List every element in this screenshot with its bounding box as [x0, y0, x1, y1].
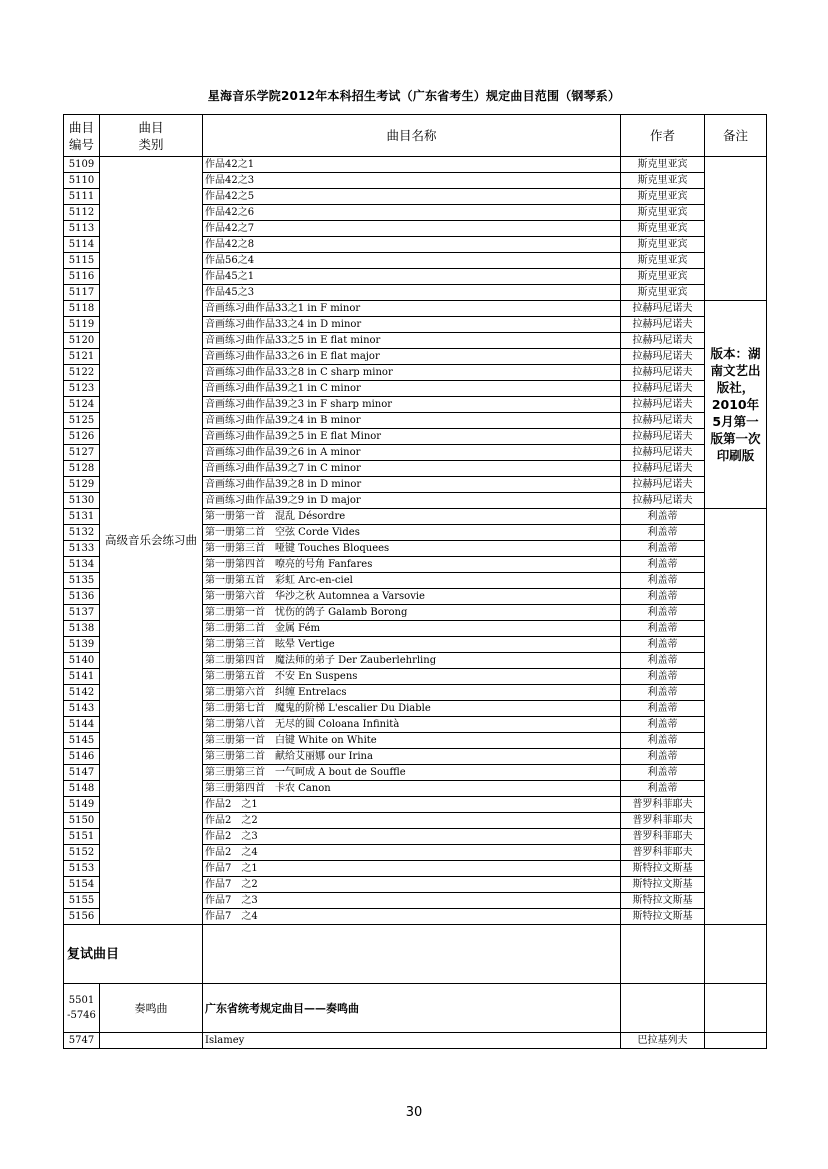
piece-name: 第三册第四首 卡农 Canon: [203, 781, 621, 797]
piece-author: 拉赫玛尼诺夫: [621, 349, 705, 365]
header-note: 备注: [705, 115, 767, 157]
piece-name: 作品42之8: [203, 237, 621, 253]
retest-category: 奏鸣曲: [100, 984, 203, 1033]
piece-author: 斯克里亚宾: [621, 173, 705, 189]
piece-number: 5128: [64, 461, 100, 477]
empty-cell: [203, 925, 621, 984]
piece-author: 斯特拉文斯基: [621, 861, 705, 877]
piece-author: 斯特拉文斯基: [621, 909, 705, 925]
piece-name: 作品2 之1: [203, 797, 621, 813]
piece-author: 拉赫玛尼诺夫: [621, 365, 705, 381]
header-num: 曲目 编号: [64, 115, 100, 157]
piece-name: 作品42之1: [203, 157, 621, 173]
piece-author: 利盖蒂: [621, 701, 705, 717]
piece-name: 第二册第三首 眩晕 Vertige: [203, 637, 621, 653]
piece-name: 第二册第五首 不安 En Suspens: [203, 669, 621, 685]
piece-author: 斯特拉文斯基: [621, 893, 705, 909]
piece-name: 音画练习曲作品39之3 in F sharp minor: [203, 397, 621, 413]
piece-number: 5156: [64, 909, 100, 925]
empty-cell: [621, 925, 705, 984]
piece-author: 斯克里亚宾: [621, 189, 705, 205]
piece-name: 第一册第四首 嘹亮的号角 Fanfares: [203, 557, 621, 573]
piece-name: 第二册第七首 魔鬼的阶梯 L'escalier Du Diable: [203, 701, 621, 717]
piece-author: 利盖蒂: [621, 749, 705, 765]
piece-name: 第一册第六首 华沙之秋 Automnea a Varsovie: [203, 589, 621, 605]
piece-name: 第一册第五首 彩虹 Arc-en-ciel: [203, 573, 621, 589]
piece-author: 利盖蒂: [621, 605, 705, 621]
note-cell-empty: [705, 1033, 767, 1049]
piece-number: 5130: [64, 493, 100, 509]
piece-author: 斯克里亚宾: [621, 253, 705, 269]
page-number: 30: [405, 1105, 423, 1120]
edition-note: 版本：湖南文艺出版社，2010年5月第一版第一次印刷版: [705, 301, 767, 509]
piece-number: 5137: [64, 605, 100, 621]
piece-name: 作品7 之4: [203, 909, 621, 925]
piece-number: 5142: [64, 685, 100, 701]
piece-name: 音画练习曲作品39之7 in C minor: [203, 461, 621, 477]
piece-name: 音画练习曲作品33之5 in E flat minor: [203, 333, 621, 349]
piece-name: 第二册第六首 纠缠 Entrelacs: [203, 685, 621, 701]
piece-number: 5112: [64, 205, 100, 221]
piece-name: 音画练习曲作品33之4 in D minor: [203, 317, 621, 333]
piece-number: 5109: [64, 157, 100, 173]
piece-author: 利盖蒂: [621, 509, 705, 525]
piece-author: 利盖蒂: [621, 573, 705, 589]
piece-number: 5115: [64, 253, 100, 269]
piece-number: 5120: [64, 333, 100, 349]
piece-number: 5147: [64, 765, 100, 781]
piece-name: 第一册第二首 空弦 Corde Vides: [203, 525, 621, 541]
piece-author: 利盖蒂: [621, 781, 705, 797]
piece-number: 5110: [64, 173, 100, 189]
piece-author: 利盖蒂: [621, 653, 705, 669]
piece-name: 音画练习曲作品33之1 in F minor: [203, 301, 621, 317]
piece-number: 5151: [64, 829, 100, 845]
piece-author: 利盖蒂: [621, 733, 705, 749]
piece-number: 5141: [64, 669, 100, 685]
piece-number: 5114: [64, 237, 100, 253]
piece-author: 斯克里亚宾: [621, 157, 705, 173]
retest-label: 复试曲目: [64, 925, 203, 984]
piece-author: 巴拉基列夫: [621, 1033, 705, 1049]
piece-number: 5132: [64, 525, 100, 541]
piece-number: 5119: [64, 317, 100, 333]
piece-number: 5125: [64, 413, 100, 429]
piece-number: 5129: [64, 477, 100, 493]
piece-number: 5155: [64, 893, 100, 909]
piece-number: 5154: [64, 877, 100, 893]
header-name: 曲目名称: [203, 115, 621, 157]
piece-name: 第二册第一首 忧伤的鸽子 Galamb Borong: [203, 605, 621, 621]
piece-number: 5146: [64, 749, 100, 765]
table-header-row: [64, 115, 767, 157]
note-cell-empty: [705, 157, 767, 301]
piece-number: 5113: [64, 221, 100, 237]
piece-author: 利盖蒂: [621, 685, 705, 701]
piece-number: 5121: [64, 349, 100, 365]
piece-number: 5136: [64, 589, 100, 605]
piece-number: 5122: [64, 365, 100, 381]
piece-author: 利盖蒂: [621, 717, 705, 733]
piece-author: 利盖蒂: [621, 525, 705, 541]
piece-number: 5747: [64, 1033, 100, 1049]
piece-author: 利盖蒂: [621, 765, 705, 781]
piece-name: 音画练习曲作品33之6 in E flat major: [203, 349, 621, 365]
piece-author: 普罗科菲耶夫: [621, 797, 705, 813]
piece-author: 拉赫玛尼诺夫: [621, 461, 705, 477]
piece-author: 斯克里亚宾: [621, 285, 705, 301]
piece-name: 第一册第三首 哑键 Touches Bloquees: [203, 541, 621, 557]
piece-number: 5133: [64, 541, 100, 557]
piece-number: 5123: [64, 381, 100, 397]
piece-author: 利盖蒂: [621, 541, 705, 557]
piece-author: 普罗科菲耶夫: [621, 829, 705, 845]
piece-name: 作品56之4: [203, 253, 621, 269]
piece-author: 拉赫玛尼诺夫: [621, 477, 705, 493]
piece-name: 第一册第一首 混乱 Désordre: [203, 509, 621, 525]
piece-number: 5153: [64, 861, 100, 877]
piece-name: 音画练习曲作品39之4 in B minor: [203, 413, 621, 429]
piece-author: 利盖蒂: [621, 637, 705, 653]
piece-author: 利盖蒂: [621, 621, 705, 637]
piece-author: 拉赫玛尼诺夫: [621, 333, 705, 349]
piece-name: 作品7 之2: [203, 877, 621, 893]
piece-name: 作品2 之2: [203, 813, 621, 829]
piece-author: 拉赫玛尼诺夫: [621, 381, 705, 397]
repertoire-table: [63, 114, 767, 1049]
piece-number: 5150: [64, 813, 100, 829]
piece-author: 利盖蒂: [621, 589, 705, 605]
piece-author: 拉赫玛尼诺夫: [621, 445, 705, 461]
category-cell: 高级音乐会练习曲: [100, 157, 203, 925]
piece-name: 音画练习曲作品39之8 in D minor: [203, 477, 621, 493]
piece-name: 第二册第四首 魔法师的弟子 Der Zauberlehrling: [203, 653, 621, 669]
retest-piece-name: 广东省统考规定曲目——奏鸣曲: [203, 984, 621, 1033]
note-cell-empty: [705, 509, 767, 925]
piece-number: 5144: [64, 717, 100, 733]
piece-number: 5145: [64, 733, 100, 749]
piece-author: 拉赫玛尼诺夫: [621, 301, 705, 317]
retest-author: [621, 984, 705, 1033]
piece-number: 5127: [64, 445, 100, 461]
piece-number: 5111: [64, 189, 100, 205]
piece-author: 拉赫玛尼诺夫: [621, 397, 705, 413]
piece-author: 斯克里亚宾: [621, 237, 705, 253]
piece-number: 5148: [64, 781, 100, 797]
piece-name: 第三册第二首 献给艾丽娜 our Irina: [203, 749, 621, 765]
piece-name: 作品2 之3: [203, 829, 621, 845]
piece-author: 普罗科菲耶夫: [621, 813, 705, 829]
piece-number: 5134: [64, 557, 100, 573]
piece-name: 作品45之3: [203, 285, 621, 301]
piece-name: 第三册第一首 白键 White on White: [203, 733, 621, 749]
piece-name: 作品42之5: [203, 189, 621, 205]
piece-number: 5118: [64, 301, 100, 317]
table-row: [64, 1033, 767, 1049]
piece-name: 音画练习曲作品39之6 in A minor: [203, 445, 621, 461]
retest-section-row: [64, 925, 767, 984]
piece-name: 第二册第二首 金属 Fém: [203, 621, 621, 637]
table-row: [64, 984, 767, 1033]
piece-author: 斯特拉文斯基: [621, 877, 705, 893]
header-category: 曲目 类别: [100, 115, 203, 157]
piece-name: 音画练习曲作品39之1 in C minor: [203, 381, 621, 397]
piece-number: 5138: [64, 621, 100, 637]
piece-author: 拉赫玛尼诺夫: [621, 493, 705, 509]
note-cell-empty: [705, 984, 767, 1033]
page-title: 星海音乐学院2012年本科招生考试（广东省考生）规定曲目范围（钢琴系）: [207, 89, 621, 103]
piece-number: 5149: [64, 797, 100, 813]
piece-name: 音画练习曲作品33之8 in C sharp minor: [203, 365, 621, 381]
piece-number: 5124: [64, 397, 100, 413]
piece-number: 5131: [64, 509, 100, 525]
piece-author: 普罗科菲耶夫: [621, 845, 705, 861]
piece-name: 作品42之6: [203, 205, 621, 221]
piece-author: 拉赫玛尼诺夫: [621, 429, 705, 445]
empty-cell: [705, 925, 767, 984]
piece-author: 斯克里亚宾: [621, 269, 705, 285]
piece-author: 利盖蒂: [621, 557, 705, 573]
piece-number: 5140: [64, 653, 100, 669]
piece-number: 5152: [64, 845, 100, 861]
retest-category: [100, 1033, 203, 1049]
piece-name: 作品45之1: [203, 269, 621, 285]
piece-name: 作品2 之4: [203, 845, 621, 861]
table-row: [64, 157, 767, 173]
piece-name: 音画练习曲作品39之9 in D major: [203, 493, 621, 509]
piece-number: 5143: [64, 701, 100, 717]
piece-name: 作品7 之1: [203, 861, 621, 877]
piece-author: 拉赫玛尼诺夫: [621, 317, 705, 333]
piece-name: 音画练习曲作品39之5 in E flat Minor: [203, 429, 621, 445]
piece-name: 作品7 之3: [203, 893, 621, 909]
piece-number: 5126: [64, 429, 100, 445]
piece-number: 5116: [64, 269, 100, 285]
piece-name: 第三册第三首 一气呵成 A bout de Souffle: [203, 765, 621, 781]
piece-author: 斯克里亚宾: [621, 205, 705, 221]
piece-number: 5135: [64, 573, 100, 589]
piece-name: 第二册第八首 无尽的圆 Coloana Infinità: [203, 717, 621, 733]
piece-author: 拉赫玛尼诺夫: [621, 413, 705, 429]
header-author: 作者: [621, 115, 705, 157]
piece-author: 斯克里亚宾: [621, 221, 705, 237]
piece-name: 作品42之3: [203, 173, 621, 189]
piece-number: 5139: [64, 637, 100, 653]
piece-name: Islamey: [203, 1033, 621, 1049]
retest-num: 5501 -5746: [64, 984, 100, 1033]
piece-number: 5117: [64, 285, 100, 301]
piece-name: 作品42之7: [203, 221, 621, 237]
piece-author: 利盖蒂: [621, 669, 705, 685]
